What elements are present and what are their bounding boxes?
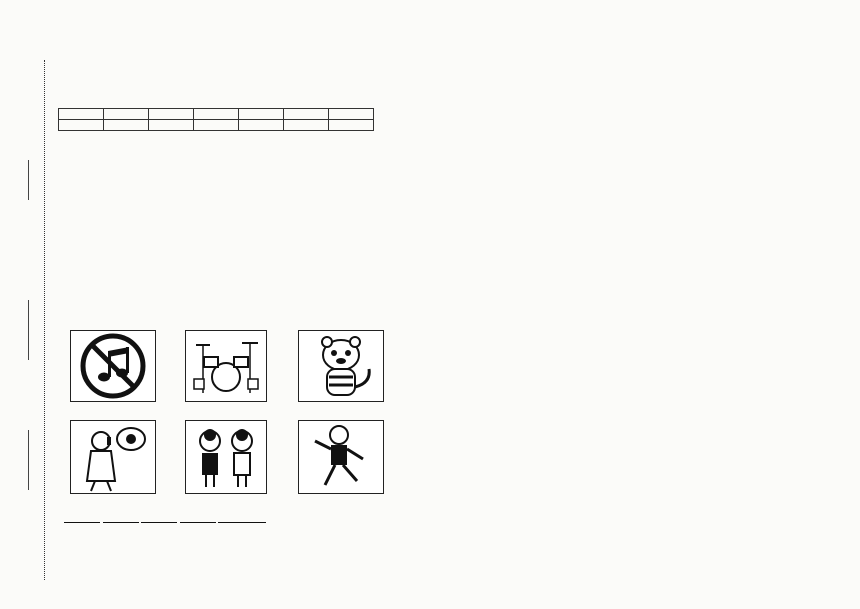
picture-f (298, 420, 384, 494)
margin-fill-line (28, 160, 29, 200)
score-input-cell[interactable] (329, 120, 374, 131)
picture-e (185, 420, 267, 494)
cut-line (44, 60, 45, 580)
score-table (58, 108, 374, 131)
page-1 (58, 0, 430, 609)
picture-b (185, 330, 267, 402)
score-input-cell[interactable] (149, 120, 194, 131)
picture-d (70, 420, 156, 494)
picture-c (298, 330, 384, 402)
score-cell (104, 109, 149, 120)
score-cell (194, 109, 239, 120)
score-cell (284, 109, 329, 120)
boy-dancing-icon (299, 421, 383, 493)
page-2 (480, 0, 840, 609)
answer-blank-15[interactable] (218, 522, 266, 523)
answer-blank-11[interactable] (64, 522, 100, 523)
phone-call-icon (71, 421, 155, 493)
children-icon (186, 421, 266, 493)
tiger-icon (299, 331, 383, 401)
picture-answer-row (64, 516, 266, 526)
drum-kit-icon (186, 331, 266, 401)
answer-blank-12[interactable] (103, 522, 139, 523)
score-input-cell[interactable] (194, 120, 239, 131)
score-cell (329, 109, 374, 120)
margin-fill-line (28, 300, 29, 360)
score-table-header-row (59, 109, 374, 120)
picture-a (70, 330, 156, 402)
score-input-cell[interactable] (284, 120, 329, 131)
score-cell (59, 120, 104, 131)
binding-margin (0, 0, 58, 609)
score-table-score-row (59, 120, 374, 131)
answer-blank-13[interactable] (141, 522, 177, 523)
score-cell (239, 109, 284, 120)
margin-fill-line (28, 430, 29, 490)
answer-blank-14[interactable] (180, 522, 216, 523)
score-input-cell[interactable] (104, 120, 149, 131)
score-cell (59, 109, 104, 120)
score-input-cell[interactable] (239, 120, 284, 131)
score-cell (149, 109, 194, 120)
no-music-icon (71, 331, 155, 401)
